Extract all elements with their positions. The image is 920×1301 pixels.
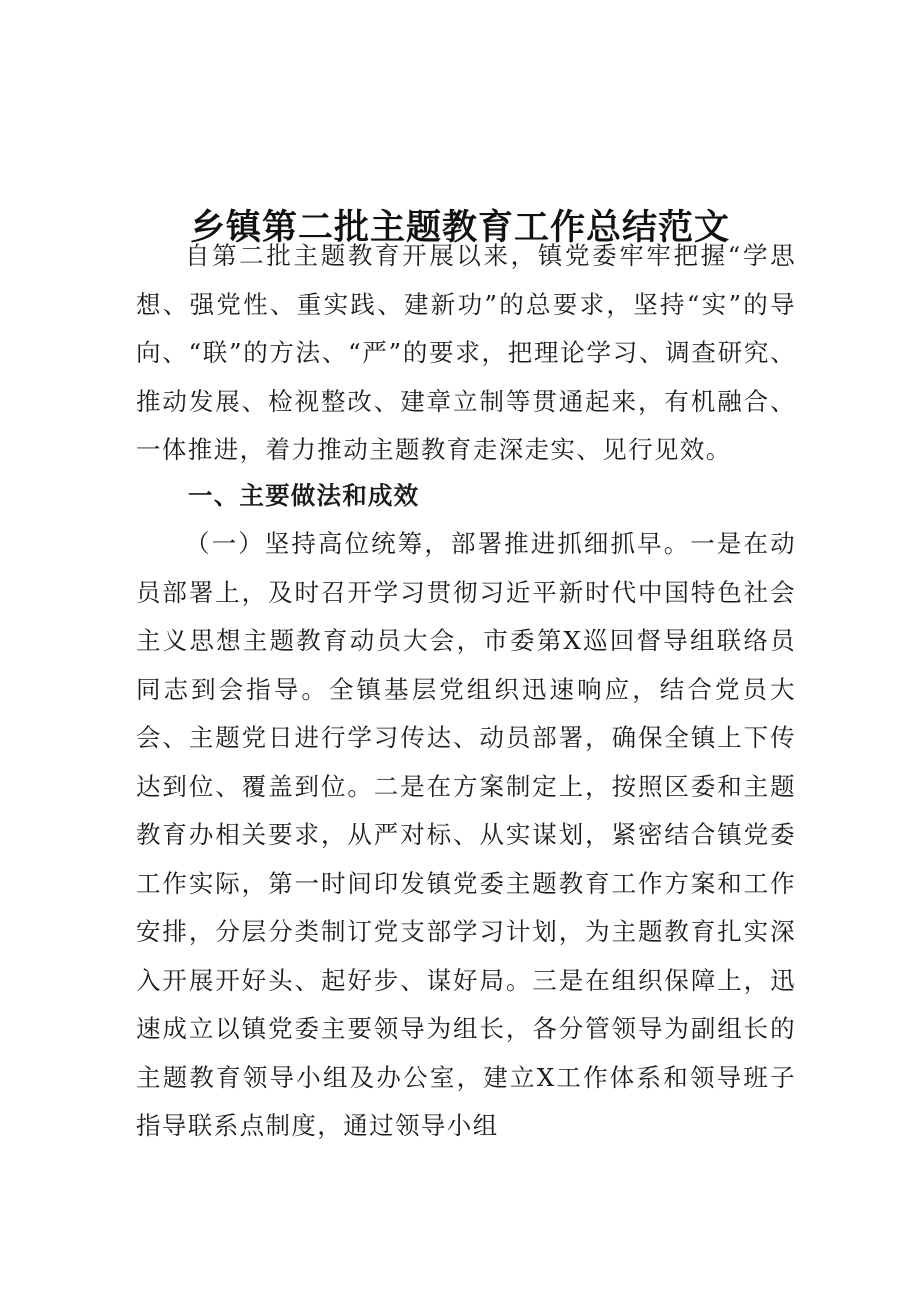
document-title: 乡镇第二批主题教育工作总结范文 bbox=[189, 208, 730, 248]
intro-paragraph: 自第二批主题教育开展以来，镇党委牢牢把握“学思想、强党性、重实践、建新功”的总要求，坚持“实”的导向、“联”的方法、“严”的要求，把理论学习、调查研究、推动发展、检视整改、建章立制等贯通起来，有机融合、一体推进，着力推动主题教育走深走实、见行见效。 bbox=[136, 241, 796, 464]
section-heading: 一、主要做法和成效 bbox=[188, 481, 420, 510]
body-paragraph: （一）坚持高位统筹，部署推进抓细抓早。一是在动员部署上，及时召开学习贯彻习近平新时代中国特色社会主义思想主题教育动员大会，市委第X巡回督导组联络员同志到会指导。全镇基层党组织迅速响应，结合党员大会、主题党日进行学习传达、动员部署，确保全镇上下传达到位、覆盖到位。二是在方案制定上，按照区委和主题教育办相关要求，从严对标、从实谋划，紧密结合镇党委工作实际，第一时间印发镇党委主题教育工作方案和工作安排，分层分类制订党支部学习计划，为主题教育扎实深入开展开好头、起好步、谋好局。三是在组织保障上，迅速成立以镇党委主要领导为组长，各分管领导为副组长的主题教育领导小组及办公室，建立X工作体系和领导班子指导联系点制度，通过领导小组 bbox=[136, 529, 796, 1140]
